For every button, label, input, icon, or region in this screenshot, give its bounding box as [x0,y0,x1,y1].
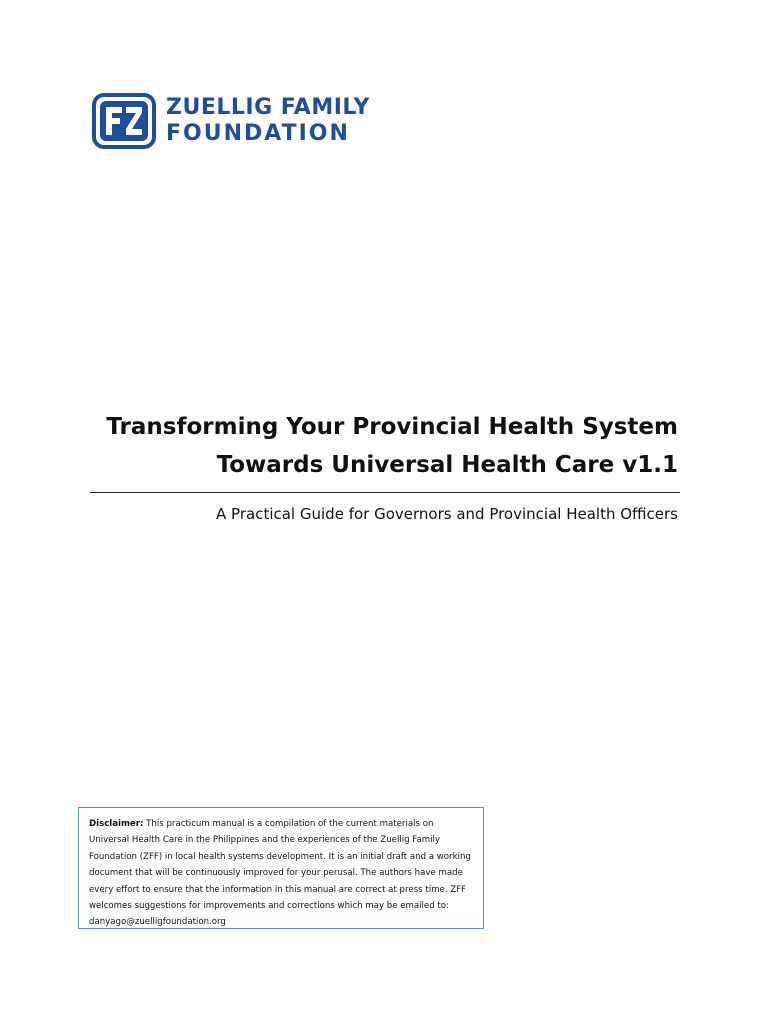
zff-monogram-icon [92,93,156,149]
logo-line-2: FOUNDATION [166,121,350,146]
disclaimer-label: Disclaimer: [89,819,144,829]
disclaimer-text: This practicum manual is a compilation of the current materials on Universal Health Care in the Philippines and the experiences of the Zuellig Family Foundation (ZFF) in local health systems development. It is an initial draft and a working document that will be continuously improved for your perusal. The authors have made every effort to ensure that the information in this manual are correct at press time. ZFF welcomes suggestions for improvements and corrections which may be emailed to: danyago@zuelligfoundation.org [89,819,471,928]
disclaimer-box [78,807,484,929]
title-line-2: Towards Universal Health Care v1.1 [216,452,678,478]
title-block [78,408,678,484]
zff-logo [92,93,370,149]
title-line-1: Transforming Your Provincial Health System [106,414,678,440]
logo-line-1: ZUELLIG FAMILY [166,95,370,120]
document-title [78,408,678,484]
document-subtitle: A Practical Guide for Governors and Provincial Health Officers [216,505,678,523]
title-divider [90,492,680,493]
logo-wordmark [166,97,370,145]
